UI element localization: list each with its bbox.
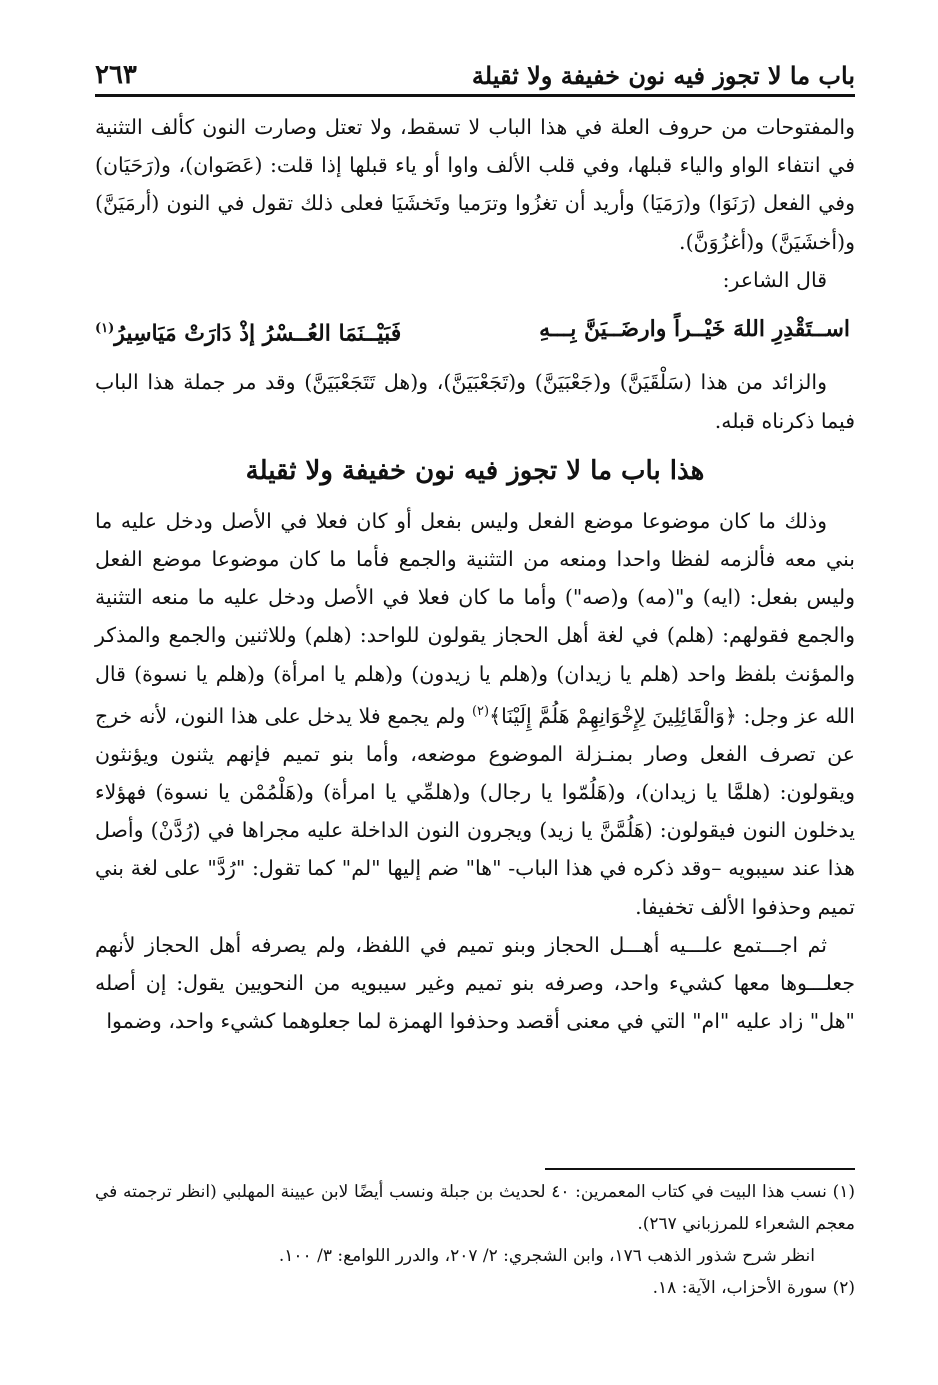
footnote-1-sources: انظر شرح شذور الذهب ١٧٦، وابن الشجري: ٢/ ٢٠٧، والدرر اللوامع: ٣/ ١٠٠. <box>278 1246 815 1266</box>
paragraph-2: والزائد من هذا (سَلْقَيَنَّ) و(جَعْبَيَنَّ) و(تَجَعْبَيَنَّ)، و(هل تَتَجَعْبَيَنَّ) وقد مر جملة هذا الباب فيما ذكرناه قبله. <box>95 370 855 433</box>
footnote-ref-2: (٢) <box>471 703 490 719</box>
footnotes <box>95 1176 855 1304</box>
paragraph-3 <box>95 502 855 926</box>
paragraph-4: ثم اجـــتمع علـــيه أهـــل الحجاز وبنو تميم في اللفظ، ولم يصرفه أهل الحجاز لأنهم جعلـــوها معها كشيء واحد، وصرفه بنو تميم وغير سيبويه من النحويين يقول: إن أصله "هل" زاد عليه "ام" التي في معنى أقصد وحذفوا الهمزة لما جعلوهما كشيء واحد، وضموا <box>95 932 855 1034</box>
section-heading: هذا باب ما لا تجوز فيه نون خفيفة ولا ثقيلة <box>245 455 705 486</box>
footnote-2: (٢) سورة الأحزاب، الآية: ١٨. <box>652 1278 855 1298</box>
running-header <box>95 52 855 97</box>
verse-hemistich-2-text: فَبَيْــنَمَا العُــسْرُ إذْ دَارَتْ مَيَاسِيرُ <box>114 320 402 347</box>
verse <box>95 299 855 363</box>
verse-hemistich-1: اســتَقْدِرِ اللهَ خَيْــراً وارضَــيَنَّ بِـــهِ <box>539 316 850 343</box>
verse-hemistich-2 <box>95 299 401 363</box>
paragraph-3-part-b: ولم يجمع فلا يدخل على هذا النون، لأنه خرج عن تصرف الفعل وصار بمنـزلة الموضوع موضعه، وأما بنو تميم فإنهم يثنون ويؤنثون ويقولون: (هلمَّا يا زيدان)، و(هَلُمّوا يا رجال) و(هلمِّي يا امرأة) و(هَلْمُمْن يا نسوة) فهؤلاء يدخلون النون فيقولون: (هَلُمَّنَّ يا زيد) ويجرون النون الداخلة عليه مجراها في (رُدَّنْ) وأصل هذا عند سيبويه –وقد ذكره في هذا الباب- "ها" ضم إليها "لم" كما تقول: "رُدَّ" على لغة بني تميم وحذفوا الألف تخفيفا. <box>95 703 855 919</box>
page <box>95 0 855 1385</box>
page-number: ٢٦٣ <box>95 60 137 90</box>
footnote-separator <box>545 1168 855 1170</box>
paragraph-1: والمفتوحات من حروف العلة في هذا الباب لا تسقط، ولا تعتل وصارت النون كألف التثنية في انتفاء الواو والياء قبلها، وفي قلب الألف واوا أو ياء قبلها إذا قلت: (عَصَوان)، و(رَحَيَان) وفي الفعل (رَنَوَا) و(رَمَيَا) وأريد أن تغزُوا وترَميا وتَخشَيَا فعلى ذلك تقول في النون (أرمَيَنَّ) و(أخشَيَنَّ) و(أغزُوَنَّ). <box>95 115 855 254</box>
running-title: باب ما لا تجوز فيه نون خفيفة ولا ثقيلة <box>471 61 855 90</box>
footnote-ref-1: (١) <box>95 321 115 337</box>
poet-intro: قال الشاعر: <box>722 267 827 292</box>
footnote-1: (١) نسب هذا البيت في كتاب المعمرين: ٤٠ لحديث بن جبلة ونسب أيضًا لابن عيينة المهلبي (انظر ترجمته في معجم الشعراء للمرزباني ٢٦٧). <box>95 1182 855 1234</box>
paragraph-3-part-a: وذلك ما كان موضوعا موضع الفعل وليس بفعل أو كان فعلا في الأصل ودخل عليه ما بني معه فألزمه لفظا واحدا ومنعه من التثنية والجمع فأما ما كان موضوعا موضع الفعل وليس بفعل: (ايه) و"(مه) و(صه") وأما ما كان فعلا في الأصل ودخل عليه ما منعه التثنية والجمع فقولهم: (هلم) في لغة أهل الحجاز يقولون للواحد: (هلم) وللاثنين والجمع والمذكر والمؤنث بلفظ واحد (هلم يا زيدان) و(هلم يا زيدون) و(هلم يا امرأة) و(هلم يا نسوة) قال الله عز وجل: ﴿وَالْقَائِلِينَ لِإِخْوَانِهِمْ هَلُمَّ إِلَيْنَا﴾ <box>95 508 855 728</box>
main-text <box>95 108 855 1040</box>
